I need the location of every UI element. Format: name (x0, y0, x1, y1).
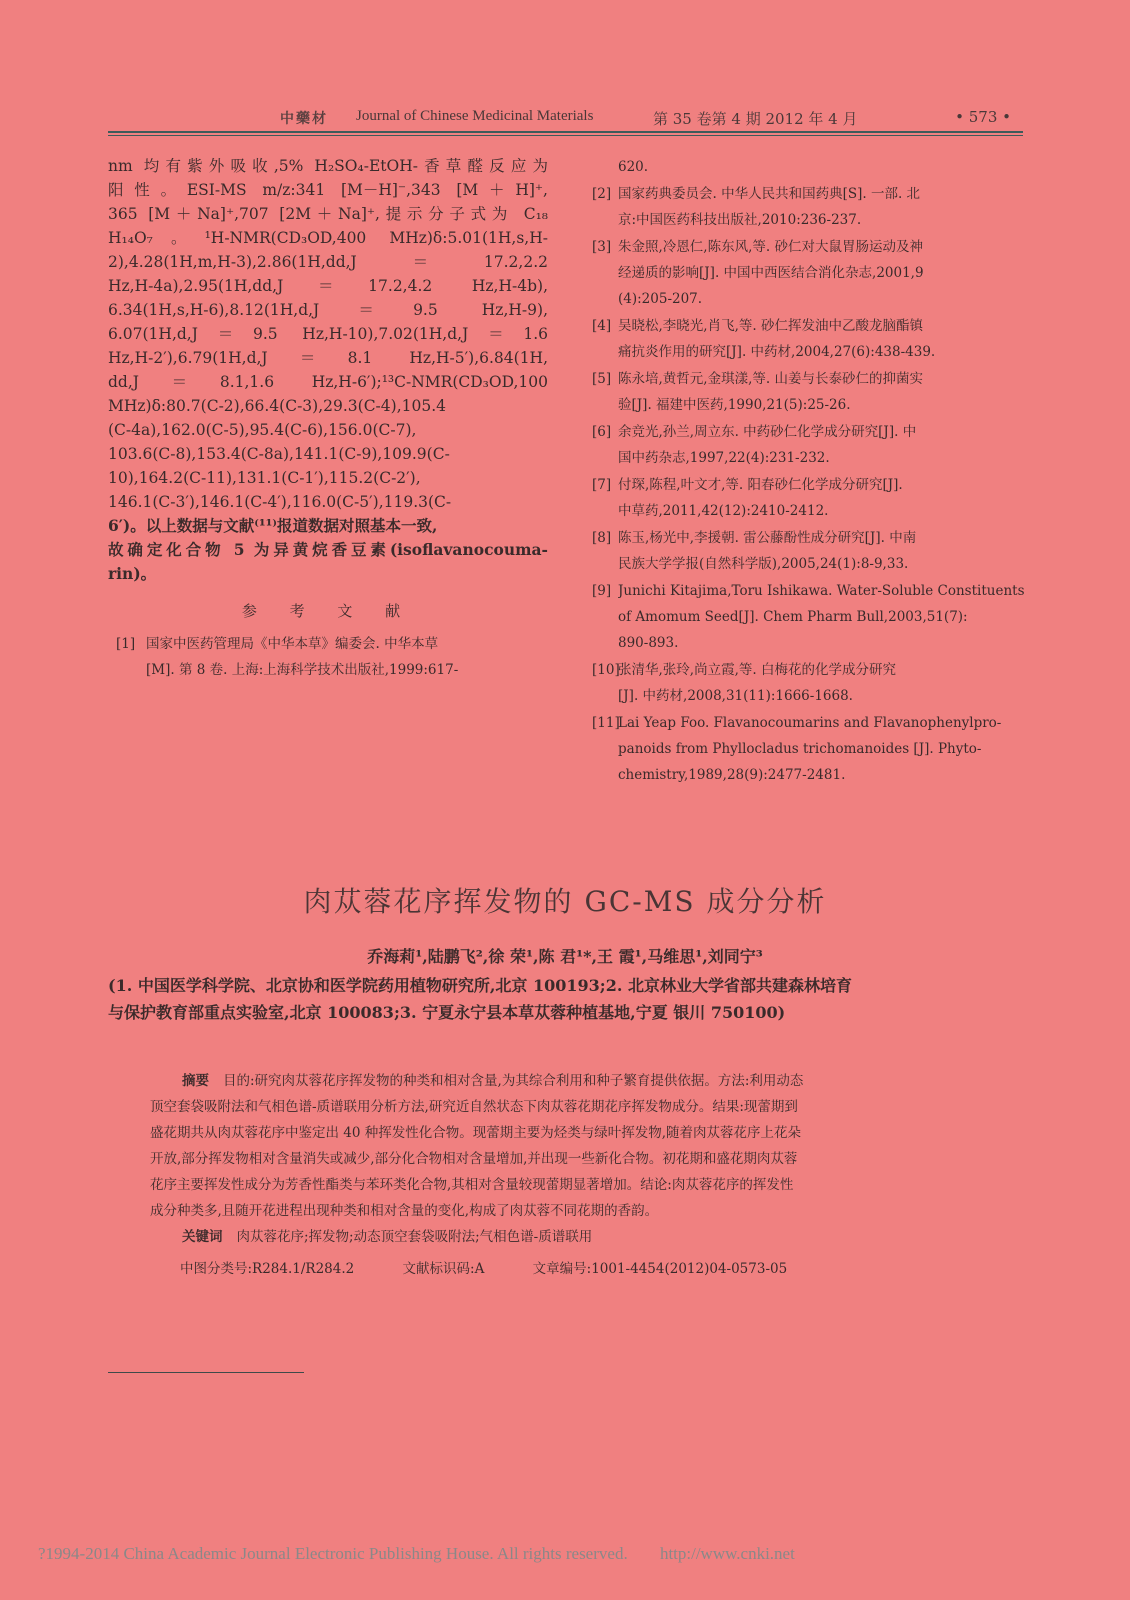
reference-number: [2] (592, 186, 612, 202)
reference-text: 痛抗炎作用的研究[J]. 中药材,2004,27(6):438-439. (618, 344, 936, 360)
reference-text: 国家药典委员会. 中华人民共和国药典[S]. 一部. 北 (618, 186, 921, 202)
reference-item (592, 472, 1024, 524)
body-line: rin)。 (108, 564, 157, 583)
body-line: 故确定化合物 5 为异黄烷香豆素(isoflavanocouma- (108, 540, 548, 559)
header-rule-thin (108, 135, 1023, 136)
right-references (592, 181, 1024, 788)
abstract-line: 成分种类多,且随开花进程出现种类和相对含量的变化,构成了肉苁蓉不同花期的香韵。 (150, 1203, 659, 1219)
footnote-rule (108, 1372, 304, 1373)
clc-number: 中图分类号:R284.1/R284.2 (180, 1261, 355, 1277)
reference-number: [10] (592, 662, 620, 678)
copyright-footer (38, 1544, 795, 1564)
cnki-link[interactable]: http://www.cnki.net (659, 1544, 795, 1563)
reference-text: 民族大学学报(自然科学版),2005,24(1):8-9,33. (618, 556, 909, 572)
journal-logo: 中藥材 (280, 111, 328, 127)
reference-number: [5] (592, 371, 612, 387)
journal-name: Journal of Chinese Medicinal Materials (356, 108, 594, 124)
article-number: 文章编号:1001-4454(2012)04-0573-05 (532, 1261, 788, 1277)
abstract-label: 摘要 (182, 1073, 209, 1089)
body-line: 阳性。ESI-MS m/z:341 [M－H]⁻,343 [M＋H]⁺, (108, 181, 548, 199)
left-column (108, 154, 548, 684)
body-line: MHz)δ:80.7(C-2),66.4(C-3),29.3(C-4),105.4 (108, 397, 447, 415)
reference-text: 陈玉,杨光中,李援朝. 雷公藤酚性成分研究[J]. 中南 (618, 530, 917, 546)
affiliations (108, 972, 1023, 1026)
classification-line (180, 1257, 831, 1277)
body-line: H₁₄O₇。¹H-NMR(CD₃OD,400 MHz)δ:5.01(1H,s,H- (108, 229, 548, 247)
reference-text: panoids from Phyllocladus trichomanoides [J]. Phyto- (618, 741, 982, 757)
body-line: (C-4a),162.0(C-5),95.4(C-6),156.0(C-7), (108, 421, 417, 439)
reference-text: 验[J]. 福建中医药,1990,21(5):25-26. (618, 397, 851, 413)
body-line: 6.34(1H,s,H-6),8.12(1H,d,J＝9.5 Hz,H-9), (108, 301, 548, 319)
reference-text: 付琛,陈程,叶文才,等. 阳春砂仁化学成分研究[J]. (618, 477, 903, 493)
left-body-text (108, 154, 548, 586)
reference-item (592, 313, 1024, 365)
page-number: • 573 • (955, 108, 1011, 126)
references-heading: 参 考 文 献 (241, 602, 415, 620)
body-line: 10),164.2(C-11),131.1(C-1′),115.2(C-2′), (108, 469, 421, 487)
reference-text: [M]. 第 8 卷. 上海:上海科学技术出版社,1999:617- (146, 662, 459, 678)
reference-number: [4] (592, 318, 612, 334)
reference-text: 经递质的影响[J]. 中国中西医结合消化杂志,2001,9 (618, 265, 924, 281)
reference-text: 张清华,张玲,尚立霞,等. 白梅花的化学成分研究 (618, 662, 896, 678)
abstract-line: 开放,部分挥发物相对含量消失或减少,部分化合物相对含量增加,并出现一些新化合物。初花期和盛花期肉苁蓉 (150, 1151, 798, 1167)
abstract-line: 花序主要挥发性成分为芳香性酯类与苯环类化合物,其相对含量较现蕾期显著增加。结论:肉苁蓉花序的挥发性 (150, 1177, 794, 1193)
left-references (108, 631, 548, 683)
reference-text: 国中药杂志,1997,22(4):231-232. (618, 450, 830, 466)
reference-text: 余竞光,孙兰,周立东. 中药砂仁化学成分研究[J]. 中 (618, 424, 917, 440)
affiliation-line: (1. 中国医学科学院、北京协和医学院药用植物研究所,北京 100193;2. 北京林业大学省部共建森林培育 (108, 976, 852, 995)
body-line: 103.6(C-8),153.4(C-8a),141.1(C-9),109.9(C- (108, 445, 450, 463)
reference-text: 陈永培,黄哲元,金琪漾,等. 山姜与长泰砂仁的抑菌实 (618, 371, 923, 387)
reference-text: of Amomum Seed[J]. Chem Pharm Bull,2003,51(7): (618, 609, 968, 625)
copyright-text: ?1994-2014 China Academic Journal Electronic Publishing House. All rights reserved. (38, 1544, 628, 1563)
reference-text: (4):205-207. (618, 291, 703, 307)
body-line: 2),4.28(1H,m,H-3),2.86(1H,dd,J＝17.2,2.2 (108, 253, 548, 271)
body-line: 6′)。以上数据与文献⁽¹¹⁾报道数据对照基本一致, (108, 516, 438, 535)
body-line: 146.1(C-3′),146.1(C-4′),116.0(C-5′),119.3(C- (108, 493, 452, 511)
reference-number: [6] (592, 424, 612, 440)
reference-number: [3] (592, 239, 612, 255)
issue-info: 第 35 卷第 4 期 2012 年 4 月 (653, 110, 858, 128)
reference-text: Lai Yeap Foo. Flavanocoumarins and Flavanophenylpro- (618, 715, 1002, 731)
reference-number: [11] (592, 715, 620, 731)
reference-item (592, 366, 1024, 418)
reference-number: [9] (592, 583, 612, 599)
reference-text: 朱金照,冷恩仁,陈东风,等. 砂仁对大鼠胃肠运动及神 (618, 239, 923, 255)
reference-number: [8] (592, 530, 612, 546)
keywords: 肉苁蓉花序;挥发物;动态顶空套袋吸附法;气相色谱-质谱联用 (236, 1229, 593, 1245)
reference-item (592, 419, 1024, 471)
reference-text: [J]. 中药材,2008,31(11):1666-1668. (618, 688, 853, 704)
body-line: Hz,H-4a),2.95(1H,dd,J＝17.2,4.2 Hz,H-4b), (108, 277, 548, 295)
abstract (150, 1068, 980, 1250)
body-line: dd,J＝8.1,1.6 Hz,H-6′);¹³C-NMR(CD₃OD,100 (108, 373, 548, 391)
reference-item (592, 234, 1024, 312)
reference-text: chemistry,1989,28(9):2477-2481. (618, 767, 846, 783)
keywords-label: 关键词 (182, 1229, 223, 1245)
reference-text: 国家中医药管理局《中华本草》编委会. 中华本草 (146, 636, 439, 652)
reference-number: [1] (116, 636, 136, 652)
body-line: 6.07(1H,d,J＝9.5 Hz,H-10),7.02(1H,d,J＝1.6 (108, 325, 548, 343)
reference-item (108, 631, 548, 683)
abstract-line: 顶空套袋吸附法和气相色谱-质谱联用分析方法,研究近自然状态下肉苁蓉花期花序挥发物成分。结果:现蕾期到 (150, 1099, 798, 1115)
reference-item (592, 657, 1024, 709)
affiliation-line: 与保护教育部重点实验室,北京 100083;3. 宁夏永宁县本草苁蓉种植基地,宁夏 银川 750100) (108, 1003, 786, 1022)
reference-item (592, 710, 1024, 788)
header-rule (108, 131, 1023, 133)
body-line: 365 [M＋Na]⁺,707 [2M＋Na]⁺,提示分子式为 C₁₈ (108, 205, 548, 223)
abstract-line: 盛花期共从肉苁蓉花序中鉴定出 40 种挥发性化合物。现蕾期主要为烃类与绿叶挥发物,随着肉苁蓉花序上花朵 (150, 1125, 802, 1141)
reference-text: 890-893. (618, 635, 679, 651)
body-line: Hz,H-2′),6.79(1H,d,J＝8.1 Hz,H-5′),6.84(1H, (108, 349, 548, 367)
reference-item (592, 525, 1024, 577)
document-code: 文献标识码:A (402, 1261, 485, 1277)
article-authors: 乔海莉¹,陆鹏飞²,徐 荣¹,陈 君¹*,王 霞¹,马维思¹,刘同宁³ (367, 947, 763, 966)
keywords-line (150, 1224, 980, 1250)
right-column (592, 154, 1024, 789)
reference-text: 中草药,2011,42(12):2410-2412. (618, 503, 829, 519)
reference-text: 京:中国医药科技出版社,2010:236-237. (618, 212, 862, 228)
reference-number: [7] (592, 477, 612, 493)
reference-text: Junichi Kitajima,Toru Ishikawa. Water-Soluble Constituents (618, 583, 1025, 599)
reference-item (592, 181, 1024, 233)
running-header (108, 104, 1023, 132)
abstract-line: 摘要 目的:研究肉苁蓉花序挥发物的种类和相对含量,为其综合利用和种子繁育提供依据。方法:利用动态 (182, 1073, 804, 1089)
reference-text: 吴晓松,李晓光,肖飞,等. 砂仁挥发油中乙酸龙脑酯镇 (618, 318, 923, 334)
reference-continuation: 620. (618, 159, 649, 175)
reference-item (592, 578, 1024, 656)
body-line: nm 均有紫外吸收,5% H₂SO₄-EtOH-香草醛反应为 (108, 157, 548, 175)
article-title: 肉苁蓉花序挥发物的 GC-MS 成分分析 (303, 885, 827, 918)
